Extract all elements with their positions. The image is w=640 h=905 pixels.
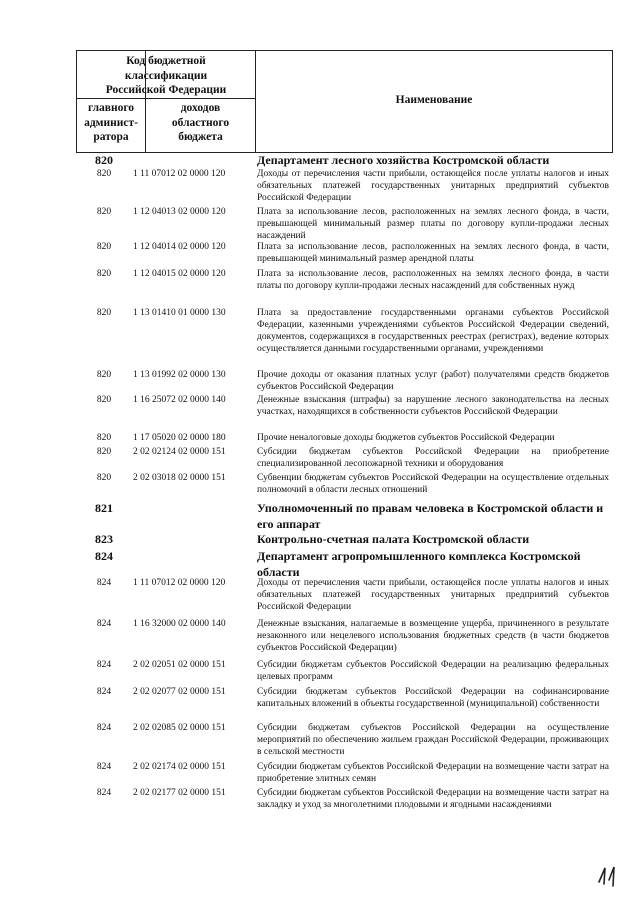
income-description: Субсидии бюджетам субъектов Российской Федерации на приобретение специализированной лесопожарной техники и оборудования — [257, 447, 609, 469]
income-description: Денежные взыскания (штрафы) за нарушение лесного законодательства на лесных участках, находящихся в собственности субъектов Российской Федерации — [257, 395, 609, 417]
income-code: 2 02 02085 02 0000 151 — [133, 723, 226, 733]
department-name: Уполномоченный по правам человека в Костромской области и его аппарат — [257, 501, 604, 531]
admin-code: 824 — [95, 549, 113, 563]
income-description: Денежные взыскания, налагаемые в возмещение ущерба, причиненного в результате незаконного или нецелевого использования бюджетных средств (в части бюджетов субъектов Российской Федерации) — [257, 619, 609, 653]
income-description: Плата за использование лесов, расположенных на землях лесного фонда, в части, превышающей минимальный размер платы по договору купли-продажи лесных насаждений — [257, 207, 609, 241]
admin-code: 824 — [96, 723, 112, 733]
income-code: 2 02 02077 02 0000 151 — [133, 687, 226, 697]
department-name: Департамент лесного хозяйства Костромской области — [257, 153, 550, 167]
income-description: Субсидии бюджетам субъектов Российской Федерации на реализацию федеральных целевых программ — [257, 660, 609, 682]
income-code: 1 12 04013 02 0000 120 — [133, 207, 226, 217]
income-code: 1 12 04015 02 0000 120 — [133, 269, 226, 279]
income-description: Субсидии бюджетам субъектов Российской Федерации на возмещение части затрат на закладку и уход за многолетними плодовыми и ягодными насаждениями — [257, 788, 609, 810]
income-code: 1 13 01992 02 0000 130 — [133, 370, 226, 380]
income-description: Субвенции бюджетам субъектов Российской Федерации на осуществление отдельных полномочий в области лесных отношений — [257, 473, 609, 495]
income-code: 1 12 04014 02 0000 120 — [133, 242, 226, 252]
admin-code: 820 — [96, 242, 112, 252]
income-code: 2 02 02177 02 0000 151 — [133, 788, 226, 798]
admin-code: 824 — [96, 687, 112, 697]
admin-code: 824 — [96, 788, 112, 798]
department-name: Департамент агропромышленного комплекса Костромской области — [257, 549, 581, 579]
admin-code: 820 — [96, 433, 112, 443]
income-code: 1 11 07012 02 0000 120 — [133, 578, 226, 588]
income-description: Доходы от перечисления части прибыли, остающейся после уплаты налогов и иных обязательных платежей государственных унитарных предприятий субъектов Российской Федерации — [257, 169, 609, 203]
admin-code: 820 — [96, 370, 112, 380]
header-code-group: Код бюджетной классификации Российской Федерации — [105, 55, 227, 96]
admin-code: 823 — [95, 532, 113, 546]
table-header — [76, 50, 613, 153]
income-description: Субсидии бюджетам субъектов Российской Федерации на осуществление мероприятий по обеспечению жильем граждан Российской Федерации, проживающих в сельской местности — [257, 723, 609, 757]
income-code: 2 02 02124 02 0000 151 — [133, 447, 226, 457]
income-description: Плата за использование лесов, расположенных на землях лесного фонда, в части, превышающей минимальный размер арендной платы — [257, 242, 609, 264]
income-description: Субсидии бюджетам субъектов Российской Федерации на софинансирование капитальных вложений в объекты государственной (муниципальной) собственности — [257, 687, 609, 709]
income-description: Доходы от перечисления части прибыли, остающейся после уплаты налогов и иных обязательных платежей государственных унитарных предприятий субъектов Российской Федерации — [257, 578, 609, 612]
income-code: 2 02 02174 02 0000 151 — [133, 762, 226, 772]
header-col-name: Наименование — [395, 94, 473, 106]
admin-code: 820 — [96, 207, 112, 217]
admin-code: 820 — [96, 169, 112, 179]
header-col-admin: главного админист- ратора — [84, 102, 138, 143]
admin-code: 820 — [96, 395, 112, 405]
admin-code: 820 — [95, 153, 113, 167]
signature-mark — [593, 860, 623, 890]
admin-code: 820 — [96, 473, 112, 483]
admin-code: 824 — [96, 578, 112, 588]
income-code: 1 11 07012 02 0000 120 — [133, 169, 226, 179]
income-code: 1 16 32000 02 0000 140 — [133, 619, 226, 629]
header-col-income: доходов областного бюджета — [171, 102, 230, 143]
income-code: 1 17 05020 02 0000 180 — [133, 433, 226, 443]
income-description: Плата за использование лесов, расположенных на землях лесного фонда, в части платы по договору купли-продажи лесных насаждений для собственных нужд — [257, 269, 609, 291]
income-code: 1 13 01410 01 0000 130 — [133, 308, 226, 318]
income-description: Прочие доходы от оказания платных услуг (работ) получателями средств бюджетов субъектов Российской Федерации — [257, 370, 609, 392]
department-name: Контрольно-счетная палата Костромской области — [257, 532, 530, 546]
income-description: Плата за предоставление государственными органами субъектов Российской Федерации, казенными учреждениями субъектов Российской Федерации сведений, документов, содержащихся в государственных реестрах (регистрах), ведение которых осуществляется данными государственными органами, учреждениями — [257, 308, 609, 354]
admin-code: 820 — [96, 269, 112, 279]
income-description: Прочие неналоговые доходы бюджетов субъектов Российской Федерации — [257, 433, 555, 443]
admin-code: 824 — [96, 762, 112, 772]
admin-code: 824 — [96, 619, 112, 629]
admin-code: 820 — [96, 447, 112, 457]
admin-code: 821 — [95, 501, 113, 515]
admin-code: 824 — [96, 660, 112, 670]
income-code: 2 02 02051 02 0000 151 — [133, 660, 226, 670]
header-divider — [77, 98, 255, 99]
admin-code: 820 — [96, 308, 112, 318]
income-code: 2 02 03018 02 0000 151 — [133, 473, 226, 483]
income-code: 1 16 25072 02 0000 140 — [133, 395, 226, 405]
income-description: Субсидии бюджетам субъектов Российской Федерации на возмещение части затрат на приобретение элитных семян — [257, 762, 609, 784]
